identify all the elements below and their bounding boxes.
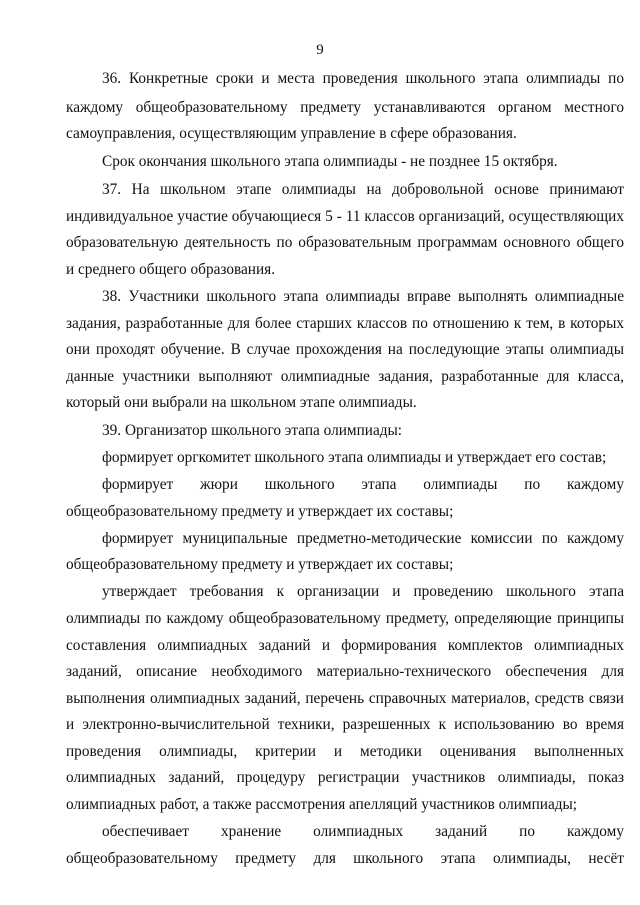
text-line: заданий, описание необходимого материально-технического обеспечения для <box>66 663 624 680</box>
text-line: олимпиадных заданий, процедуру регистрации участников олимпиады, показ <box>66 769 624 786</box>
text-line: каждому общеобразовательному предмету устанавливаются органом местного <box>66 99 624 116</box>
text-line: формирует муниципальные предметно-методические комиссии по каждому <box>102 530 624 547</box>
text-line: индивидуальное участие обучающиеся 5 - 11 классов организаций, осуществляющих <box>66 208 624 225</box>
text-line: олимпиады по каждому общеобразовательному предмету, определяющие принципы <box>66 610 624 627</box>
text-line: формирует оргкомитет школьного этапа олимпиады и утверждает его состав; <box>102 449 607 466</box>
text-line: данные участники выполняют олимпиадные задания, разработанные для класса, <box>66 368 624 385</box>
text-line: и электронно-вычислительной техники, разрешенных к использованию во время <box>66 716 624 733</box>
text-line: олимпиадных работ, а также рассмотрения апелляций участников олимпиады; <box>66 796 578 813</box>
text-line: общеобразовательному предмету для школьного этапа олимпиады, несёт <box>66 850 624 867</box>
text-line: Срок окончания школьного этапа олимпиады - не позднее 15 октября. <box>102 153 558 170</box>
page-number: 9 <box>316 42 324 58</box>
text-line: который они выбрали на школьном этапе олимпиады. <box>66 394 417 411</box>
text-line: 37. На школьном этапе олимпиады на добровольной основе принимают <box>102 181 624 198</box>
text-line: 38. Участники школьного этапа олимпиады вправе выполнять олимпиадные <box>102 288 624 305</box>
text-line: общеобразовательному предмету и утверждает их составы; <box>66 503 454 520</box>
text-line: они проходят обучение. В случае прохождения на последующие этапы олимпиады <box>66 341 624 358</box>
text-line: составления олимпиадных заданий и формирования комплектов олимпиадных <box>66 637 624 654</box>
text-line: выполнения олимпиадных заданий, перечень справочных материалов, средств связи <box>66 690 624 707</box>
text-line: проведения олимпиады, критерии и методики оценивания выполненных <box>66 743 624 760</box>
text-line: самоуправления, осуществляющим управление в сфере образования. <box>66 125 517 142</box>
text-line: утверждает требования к организации и проведению школьного этапа <box>102 583 624 600</box>
text-line: и среднего общего образования. <box>66 261 276 278</box>
text-line: обеспечивает хранение олимпиадных заданий по каждому <box>102 823 624 840</box>
text-line: общеобразовательному предмету и утверждает их составы; <box>66 556 454 573</box>
text-line: 39. Организатор школьного этапа олимпиады: <box>102 422 403 439</box>
text-line: образовательную деятельность по образовательным программам основного общего <box>66 234 624 251</box>
text-line: 36. Конкретные сроки и места проведения школьного этапа олимпиады по <box>102 70 624 87</box>
text-line: формирует жюри школьного этапа олимпиады по каждому <box>102 476 624 493</box>
text-line: задания, разработанные для более старших классов по отношению к тем, в которых <box>66 315 624 332</box>
